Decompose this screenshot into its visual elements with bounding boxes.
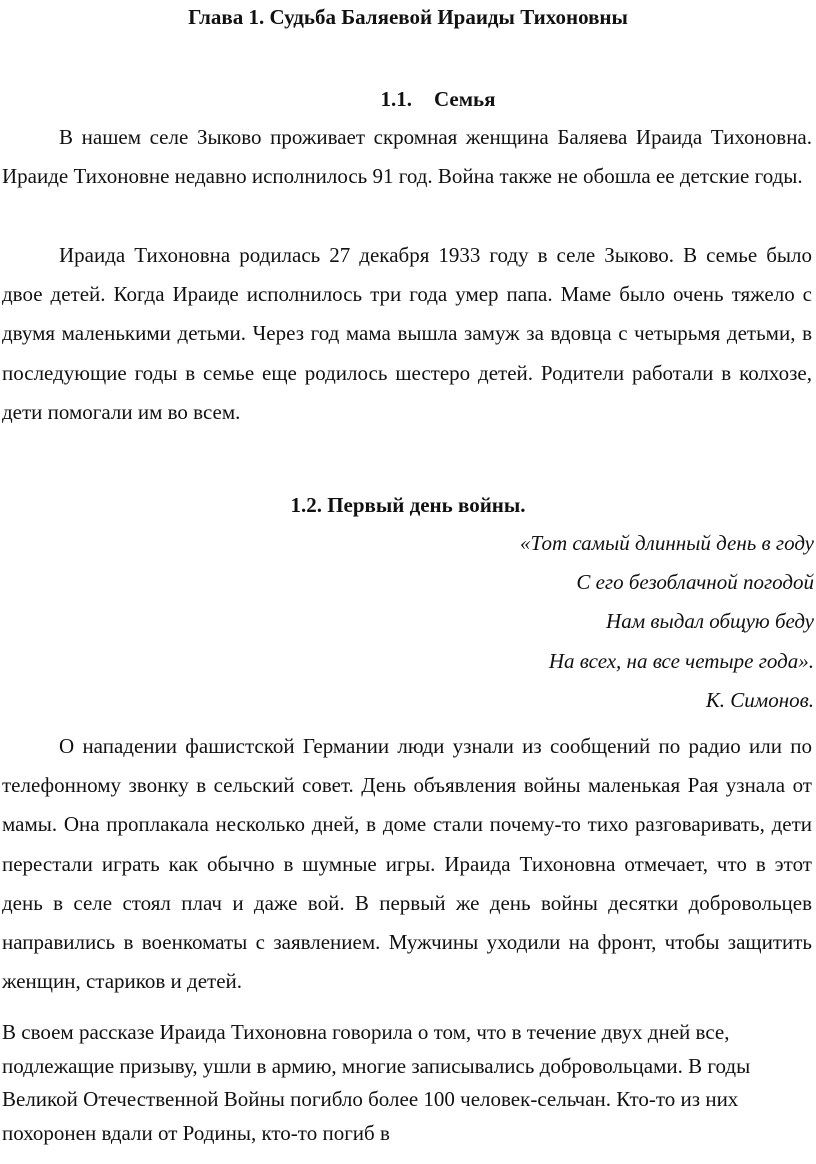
paragraph-intro: В нашем селе Зыково проживает скромная женщина Баляева Ираида Тихоновна. Ираиде Тихоновне недавно исполнилось 91 год. Война также не обошла ее детские годы. — [2, 125, 812, 189]
section-title-text: Семья — [433, 87, 496, 111]
paragraph-family: Ираида Тихоновна родилась 27 декабря 1933 году в селе Зыково. В семье было двое детей. Когда Ираиде исполнилось три года умер папа. Маме было очень тяжело с двумя маленькими детьми. Через год мама вышла замуж за вдовца с четырьмя детьми, в последующие годы в семье еще родилось шестеро детей. Родители работали в колхозе, дети помогали им во всем. — [2, 243, 812, 424]
poem-line: С его безоблачной погодой — [576, 570, 814, 595]
poem-line: На всех, на все четыре года». — [548, 648, 814, 673]
section-number: 1.1. — [380, 87, 412, 111]
paragraph-mobilization: В своем рассказе Ираида Тихоновна говорила о том, что в течение двух дней все, подлежащие призыву, ушли в армию, многие записывались добровольцами. В годы Великой Отечественной Войны погибло более 100 человек-сельчан. Кто-то из них похоронен вдали от Родины, кто-то погиб в — [2, 1020, 751, 1145]
section-heading-family — [0, 86, 816, 112]
chapter-title: Глава 1. Судьба Баляевой Ираиды Тихоновны — [188, 5, 628, 29]
section-heading-first-day: 1.2. Первый день войны. — [290, 493, 526, 517]
poem-line: Нам выдал общую беду — [606, 609, 814, 634]
epigraph-poem — [314, 524, 814, 720]
poem-author: К. Симонов. — [705, 687, 814, 712]
poem-line: «Тот самый длинный день в году — [520, 531, 814, 555]
paragraph-war-news: О нападении фашистской Германии люди узнали из сообщений по радио или по телефонному звонку в сельский совет. День объявления войны маленькая Рая узнала от мамы. Она проплакала несколько дней, в доме стали почему-то тихо разговаривать, дети перестали играть как обычно в шумные игры. Ираида Тихоновна отмечает, что в этот день в селе стоял плач и даже вой. В первый же день войны десятки добровольцев направились в военкоматы с заявлением. Мужчины уходили на фронт, чтобы защитить женщин, стариков и детей. — [2, 734, 812, 994]
